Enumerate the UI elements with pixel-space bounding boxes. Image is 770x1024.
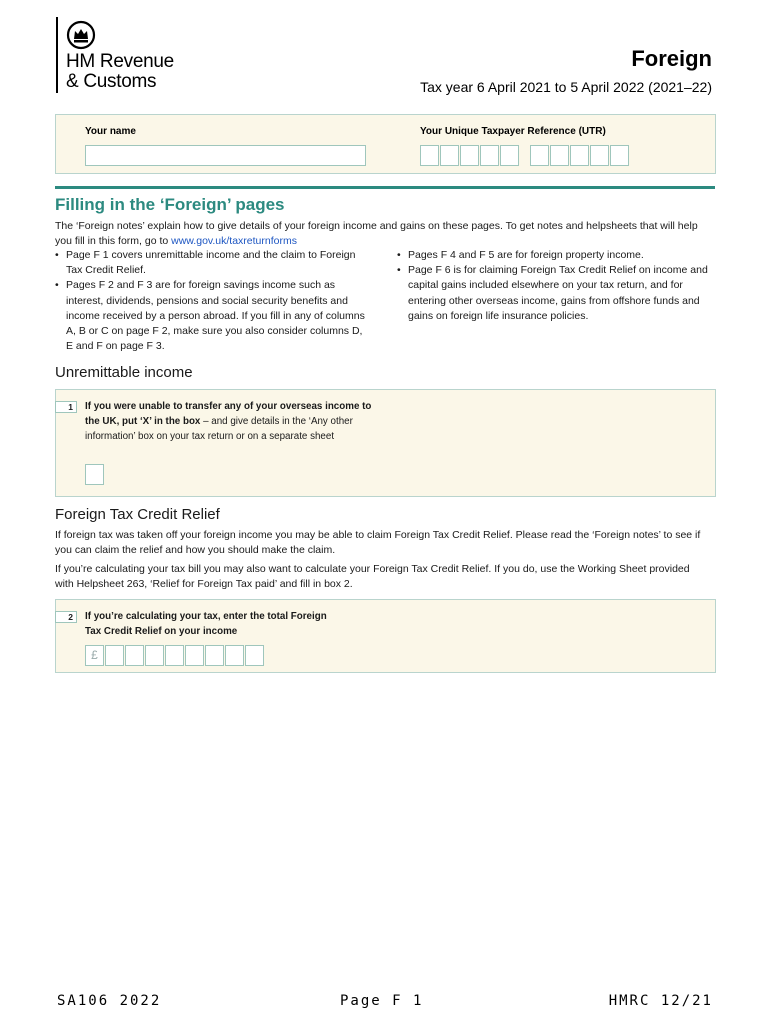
utr-digit-box[interactable]	[570, 145, 589, 166]
box-1-question-rest: – and give details in the ‘Any other information’ box on your tax return or on a separate sheet	[85, 416, 353, 442]
logo-divider	[56, 17, 58, 93]
utr-digit-box[interactable]	[500, 145, 519, 166]
utr-digit-box[interactable]	[440, 145, 459, 166]
ftcr-heading: Foreign Tax Credit Relief	[55, 506, 220, 523]
ftcr-paragraph-1: If foreign tax was taken off your foreign income you may be able to claim Foreign Tax Credit Relief. Please read the ‘Foreign notes’ to see if you can claim the relief and how you should make the claim.	[55, 529, 701, 556]
list-item: • Pages F 2 and F 3 are for foreign savings income such as interest, dividends, pensions and social security benefits and income received by a person abroad. If you fill in any of columns A, B or C on page F 2, make sure you also consider columns D, E and F on page F 3.	[55, 278, 365, 354]
name-label: Your name	[85, 126, 136, 137]
form-version: HMRC 12/21	[608, 993, 713, 1009]
box-2-number: 2	[55, 611, 77, 623]
amount-digit-box[interactable]	[125, 645, 144, 666]
crown-crest-icon	[66, 20, 96, 50]
page-title: Foreign	[631, 46, 712, 71]
utr-label: Your Unique Taxpayer Reference (UTR)	[420, 126, 606, 137]
utr-digit-box[interactable]	[550, 145, 569, 166]
unremittable-x-checkbox[interactable]	[85, 464, 104, 485]
intro-text	[55, 219, 715, 249]
utr-digit-box[interactable]	[530, 145, 549, 166]
pound-sign: £	[85, 645, 104, 666]
bullet-list-left	[55, 248, 365, 354]
utr-digit-box[interactable]	[480, 145, 499, 166]
logo-line-2: & Customs	[66, 71, 157, 92]
page-number: Page F 1	[340, 993, 424, 1009]
name-field[interactable]	[85, 145, 366, 166]
unremittable-heading: Unremittable income	[55, 364, 193, 381]
list-item: • Page F 1 covers unremittable income and the claim to Foreign Tax Credit Relief.	[55, 248, 365, 278]
taxreturnforms-link[interactable]: www.gov.uk/taxreturnforms	[171, 235, 297, 247]
utr-digit-box[interactable]	[460, 145, 479, 166]
amount-digit-box[interactable]	[225, 645, 244, 666]
list-item: • Pages F 4 and F 5 are for foreign property income.	[397, 248, 715, 263]
ftcr-paragraph-2: If you’re calculating your tax bill you may also want to calculate your Foreign Tax Credit Relief. If you do, use the Working Sheet provided with Helpsheet 263, ‘Relief for Foreign Tax paid’ and fill in box 2.	[55, 563, 690, 590]
utr-digit-box[interactable]	[420, 145, 439, 166]
box-2-question: If you’re calculating your tax, enter the total Foreign Tax Credit Relief on your income	[85, 611, 327, 637]
amount-digit-box[interactable]	[165, 645, 184, 666]
utr-digit-box[interactable]	[610, 145, 629, 166]
hmrc-logo-text	[66, 52, 174, 92]
bullet-list-right	[397, 248, 715, 324]
section-rule	[55, 186, 715, 189]
box-1-number: 1	[55, 401, 77, 413]
amount-digit-box[interactable]	[145, 645, 164, 666]
amount-digit-box[interactable]	[205, 645, 224, 666]
logo-line-1: HM Revenue	[66, 51, 174, 72]
box-1-question-bold: If you were unable to transfer any of your overseas income to the UK, put ‘X’ in the box	[85, 401, 372, 427]
list-item: • Page F 6 is for claiming Foreign Tax Credit Relief on income and capital gains included elsewhere on your tax return, and for entering other overseas income, gains from offshore funds and gains on foreign life insurance policies.	[397, 263, 715, 324]
intro-paragraph: The ‘Foreign notes’ explain how to give details of your foreign income and gains on these pages. To get notes and helpsheets that will help you fill in this form, go to	[55, 220, 698, 247]
utr-digit-box[interactable]	[590, 145, 609, 166]
amount-digit-box[interactable]	[185, 645, 204, 666]
amount-digit-box[interactable]	[105, 645, 124, 666]
box-1-question	[85, 399, 380, 444]
intro-heading: Filling in the ‘Foreign’ pages	[55, 195, 285, 214]
tax-year: Tax year 6 April 2021 to 5 April 2022 (2021–22)	[420, 79, 712, 95]
form-code: SA106 2022	[57, 993, 162, 1009]
amount-digit-box[interactable]	[245, 645, 264, 666]
